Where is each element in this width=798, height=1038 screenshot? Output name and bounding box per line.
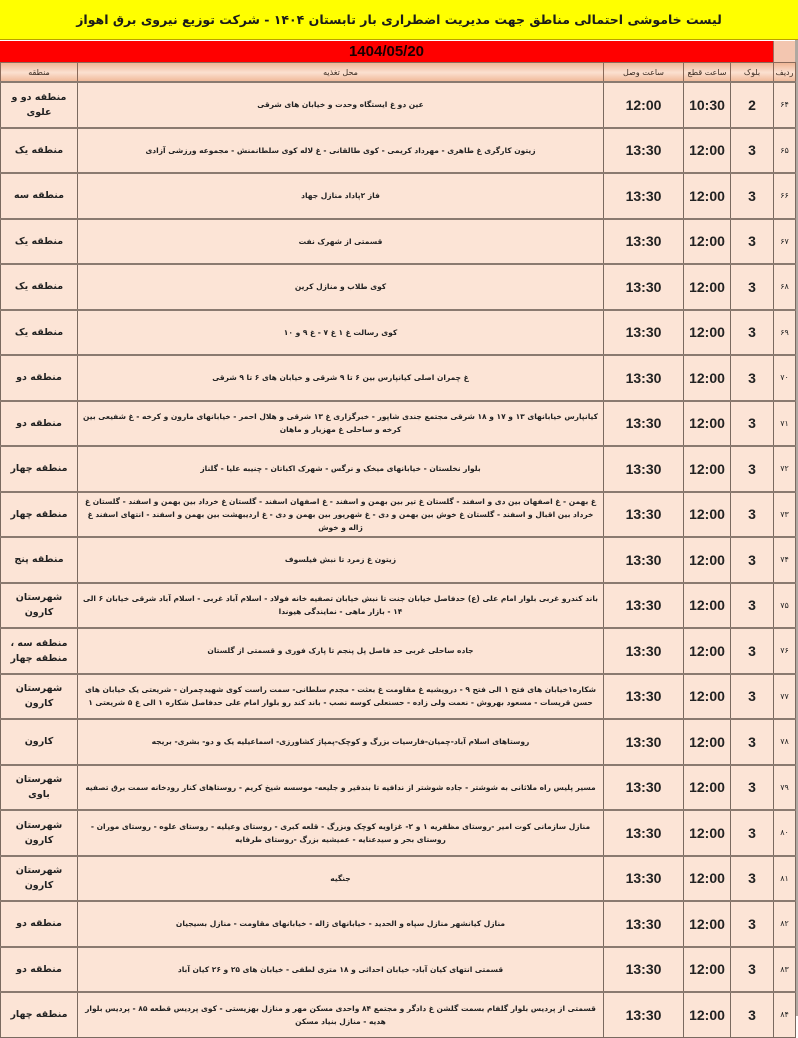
block-number: 3: [731, 674, 774, 720]
feed-location: قسمتی از شهرک نفت: [78, 219, 604, 265]
header-row-no: ردیف: [774, 63, 796, 83]
on-time: 12:00: [604, 82, 684, 128]
row-number: ۶۹: [774, 310, 796, 356]
block-number: 3: [731, 446, 774, 492]
region-name: کارون: [1, 719, 78, 765]
header-region: منطقه: [1, 63, 78, 83]
cut-time: 12:00: [684, 810, 731, 856]
feed-location: جنگیه: [78, 856, 604, 902]
header-location: محل تغذیه: [78, 63, 604, 83]
block-number: 3: [731, 856, 774, 902]
region-name: منطقه یک: [1, 219, 78, 265]
block-number: 3: [731, 128, 774, 174]
region-name: منطقه پنج: [1, 537, 78, 583]
cut-time: 12:00: [684, 355, 731, 401]
table-row: [1, 856, 796, 902]
feed-location: کیانپارس خیابانهای ۱۳ و ۱۷ و ۱۸ شرقی مجتمع جندی شاپور - خبرگزاری غ ۱۳ شرقی و هلال احمر - خیابانهای مارون و کرخه - غ شفیعی بین کرخه و ساحلی غ مهزیار و ماهان: [78, 401, 604, 447]
table-row: [1, 446, 796, 492]
region-name: منطقه یک: [1, 310, 78, 356]
block-number: 3: [731, 401, 774, 447]
feed-location: بلوار نخلستان - خیابانهای میخک و نرگس - شهرک اکباتان - چنیبه علیا - گلناز: [78, 446, 604, 492]
cut-time: 12:00: [684, 492, 731, 538]
table-row: [1, 401, 796, 447]
region-name: منطقه دو: [1, 401, 78, 447]
cut-time: 12:00: [684, 947, 731, 993]
on-time: 13:30: [604, 583, 684, 629]
table-row: [1, 264, 796, 310]
row-number: ۸۳: [774, 947, 796, 993]
table-row: [1, 719, 796, 765]
row-number: ۷۷: [774, 674, 796, 720]
row-number: ۷۱: [774, 401, 796, 447]
cut-time: 12:00: [684, 856, 731, 902]
block-number: 3: [731, 537, 774, 583]
region-name: شهرستان کارون: [1, 810, 78, 856]
region-name: شهرستان کارون: [1, 856, 78, 902]
header-block: بلوک: [731, 63, 774, 83]
feed-location: قسمتی از پردیس بلوار گلفام بسمت گلشن غ دادگر و مجتمع ۸۴ واحدی مسکن مهر و منازل بهزیستی - کوی پردیس قطعه ۸۵ - پردیس بلوار هدیه - منازل بنیاد مسکن: [78, 992, 604, 1037]
on-time: 13:30: [604, 810, 684, 856]
on-time: 13:30: [604, 947, 684, 993]
region-name: شهرستان کارون: [1, 674, 78, 720]
cut-time: 12:00: [684, 310, 731, 356]
row-number: ۷۸: [774, 719, 796, 765]
cut-time: 12:00: [684, 537, 731, 583]
table-row: [1, 492, 796, 538]
block-number: 3: [731, 765, 774, 811]
block-number: 2: [731, 82, 774, 128]
region-name: منطقه دو: [1, 901, 78, 947]
header-on-time: ساعت وصل: [604, 63, 684, 83]
cut-time: 12:00: [684, 446, 731, 492]
cut-time: 12:00: [684, 583, 731, 629]
region-name: منطقه دو و علوی: [1, 82, 78, 128]
on-time: 13:30: [604, 901, 684, 947]
region-name: منطقه یک: [1, 264, 78, 310]
row-number: ۶۵: [774, 128, 796, 174]
feed-location: منازل کیانشهر منازل سپاه و الحدید - خیابانهای ژاله - خیابانهای مقاومت - منازل بسیجیان: [78, 901, 604, 947]
outage-schedule-table: [0, 62, 796, 1038]
on-time: 13:30: [604, 674, 684, 720]
region-name: منطقه یک: [1, 128, 78, 174]
row-number: ۸۱: [774, 856, 796, 902]
on-time: 13:30: [604, 401, 684, 447]
row-number: ۶۸: [774, 264, 796, 310]
row-number: ۸۰: [774, 810, 796, 856]
feed-location: روستاهای اسلام آباد-چمیان-فارسیات بزرگ و کوچک-پمپاژ کشاورزی- اسماعیلیه یک و دو- بشری- بریجه: [78, 719, 604, 765]
block-number: 3: [731, 901, 774, 947]
cut-time: 12:00: [684, 674, 731, 720]
table-header-row: [1, 63, 796, 83]
table-row: [1, 992, 796, 1037]
row-number: ۶۴: [774, 82, 796, 128]
cut-time: 12:00: [684, 719, 731, 765]
row-number: ۷۶: [774, 628, 796, 674]
feed-location: زیتون کارگری غ طاهری - مهرداد کریمی - کوی طالقانی - غ لاله کوی سلطانمنش - مجموعه ورزشی آزادی: [78, 128, 604, 174]
on-time: 13:30: [604, 765, 684, 811]
feed-location: کوی طلاب و منازل کرین: [78, 264, 604, 310]
table-row: [1, 537, 796, 583]
on-time: 13:30: [604, 492, 684, 538]
block-number: 3: [731, 719, 774, 765]
region-name: منطقه دو: [1, 947, 78, 993]
table-row: [1, 219, 796, 265]
date-banner: [0, 41, 773, 62]
on-time: 13:30: [604, 310, 684, 356]
table-row: [1, 173, 796, 219]
block-number: 3: [731, 219, 774, 265]
document-title-bar: [0, 0, 798, 40]
table-row: [1, 765, 796, 811]
on-time: 13:30: [604, 128, 684, 174]
region-name: منطقه سه ، منطقه چهار: [1, 628, 78, 674]
table-row: [1, 810, 796, 856]
block-number: 3: [731, 810, 774, 856]
row-number: ۷۳: [774, 492, 796, 538]
feed-location: باند کندرو غربی بلوار امام علی (ع) حدفاصل خیابان جنت تا نبش خیابان تصفیه خانه فولاد - اسلام آباد غربی - اسلام آباد شرقی خیابان ۶ الی ۱۴ - بازار ماهی - نمایندگی هیوندا: [78, 583, 604, 629]
feed-location: قسمتی انتهای کیان آباد- خیابان احداثی و ۱۸ متری لطفی - خیابان های ۲۵ و ۲۶ کیان آباد: [78, 947, 604, 993]
block-number: 3: [731, 173, 774, 219]
feed-location: شکاره۱خیابان های فتح ۱ الی فتح ۹ - درویشیه غ مقاومت غ بعثت - مجدم سلطانی- سمت راست کوی شهیدچمران - شریعتی یک خیابان های حسن قریسات - مسعود بهروش - نعمت ولی زاده - حسنعلی کوسه نصب - باند کند رو بلوار امام علی حدفاصل شکاره ۱ الی غ ۵ شریعتی ۱: [78, 674, 604, 720]
region-name: شهرستان باوی: [1, 765, 78, 811]
feed-location: غ بهمن - غ اصفهان بین دی و اسفند - گلستان غ تیر بین بهمن و اسفند - غ اصفهان اسفند - گلستان غ خرداد بین بهمن و اسفند - گلستان غ خرداد بین اقبال و اسفند - گلستان غ خوش بین بهمن و دی - غ شهریور بین بهمن و دی - غ اردیبهشت بین بهمن و اسفند - انتهای اسفند غ ژاله و خوش: [78, 492, 604, 538]
block-number: 3: [731, 264, 774, 310]
table-row: [1, 674, 796, 720]
cut-time: 12:00: [684, 264, 731, 310]
row-number: ۷۰: [774, 355, 796, 401]
feed-location: مسیر پلیس راه ملاثانی به شوشتر - جاده شوشتر از ندافیه تا بندقیر و جلیعه- موسسه شیخ کریم - روستاهای کنار رودخانه سمت برق تصفیه: [78, 765, 604, 811]
cut-time: 12:00: [684, 901, 731, 947]
region-name: منطقه چهار: [1, 446, 78, 492]
on-time: 13:30: [604, 219, 684, 265]
row-number: ۸۴: [774, 992, 796, 1037]
on-time: 13:30: [604, 264, 684, 310]
on-time: 13:30: [604, 537, 684, 583]
cut-time: 12:00: [684, 628, 731, 674]
table-row: [1, 82, 796, 128]
table-row: [1, 128, 796, 174]
feed-location: فاز ۲پاداد منازل جهاد: [78, 173, 604, 219]
cut-time: 12:00: [684, 173, 731, 219]
block-number: 3: [731, 992, 774, 1037]
block-number: 3: [731, 583, 774, 629]
on-time: 13:30: [604, 173, 684, 219]
date-label: 1404/05/20: [348, 43, 425, 60]
table-row: [1, 901, 796, 947]
feed-location: کوی رسالت غ ۱ غ ۷ - غ ۹ و ۱۰: [78, 310, 604, 356]
feed-location: جاده ساحلی غربی حد فاصل پل پنجم تا پارک فوری و قسمتی از گلستان: [78, 628, 604, 674]
row-number: ۶۷: [774, 219, 796, 265]
document-title: لیست خاموشی احتمالی مناطق جهت مدیریت اضطراری بار تابستان ۱۴۰۴ - شرکت توزیع نیروی برق اهواز: [76, 12, 722, 27]
region-name: منطقه چهار: [1, 992, 78, 1037]
row-number: ۸۲: [774, 901, 796, 947]
row-number: ۷۹: [774, 765, 796, 811]
block-number: 3: [731, 492, 774, 538]
block-number: 3: [731, 355, 774, 401]
row-number: ۷۵: [774, 583, 796, 629]
feed-location: غ چمران اصلی کیانپارس بین ۶ تا ۹ شرقی و خیابان های ۶ تا ۹ شرقی: [78, 355, 604, 401]
row-number: ۷۴: [774, 537, 796, 583]
on-time: 13:30: [604, 628, 684, 674]
on-time: 13:30: [604, 446, 684, 492]
on-time: 13:30: [604, 856, 684, 902]
cut-time: 12:00: [684, 128, 731, 174]
feed-location: منازل سازمانی کوت امیر -روستای مظفریه ۱ و ۲- غزاویه کوچک وبزرگ - قلعه کبری - روستای وعیلیه - روستای علوه - روستای موران - روستای بحر و سیدعنایه - عمیشیه بزرگ -روستای طرفایه: [78, 810, 604, 856]
table-row: [1, 355, 796, 401]
table-row: [1, 947, 796, 993]
table-row: [1, 583, 796, 629]
feed-location: عین دو غ ایستگاه وحدت و خیابان های شرقی: [78, 82, 604, 128]
cut-time: 12:00: [684, 992, 731, 1037]
region-name: منطقه دو: [1, 355, 78, 401]
feed-location: زیتون غ زمرد تا نبش فیلسوف: [78, 537, 604, 583]
row-number: ۷۲: [774, 446, 796, 492]
region-name: منطقه چهار: [1, 492, 78, 538]
table-row: [1, 310, 796, 356]
cut-time: 12:00: [684, 219, 731, 265]
cut-time: 12:00: [684, 401, 731, 447]
block-number: 3: [731, 947, 774, 993]
row-number: ۶۶: [774, 173, 796, 219]
corner-cell: [773, 41, 795, 62]
region-name: منطقه سه: [1, 173, 78, 219]
header-cut-time: ساعت قطع: [684, 63, 731, 83]
on-time: 13:30: [604, 355, 684, 401]
cut-time: 12:00: [684, 765, 731, 811]
on-time: 13:30: [604, 992, 684, 1037]
block-number: 3: [731, 310, 774, 356]
cut-time: 10:30: [684, 82, 731, 128]
on-time: 13:30: [604, 719, 684, 765]
region-name: شهرستان کارون: [1, 583, 78, 629]
table-row: [1, 628, 796, 674]
block-number: 3: [731, 628, 774, 674]
